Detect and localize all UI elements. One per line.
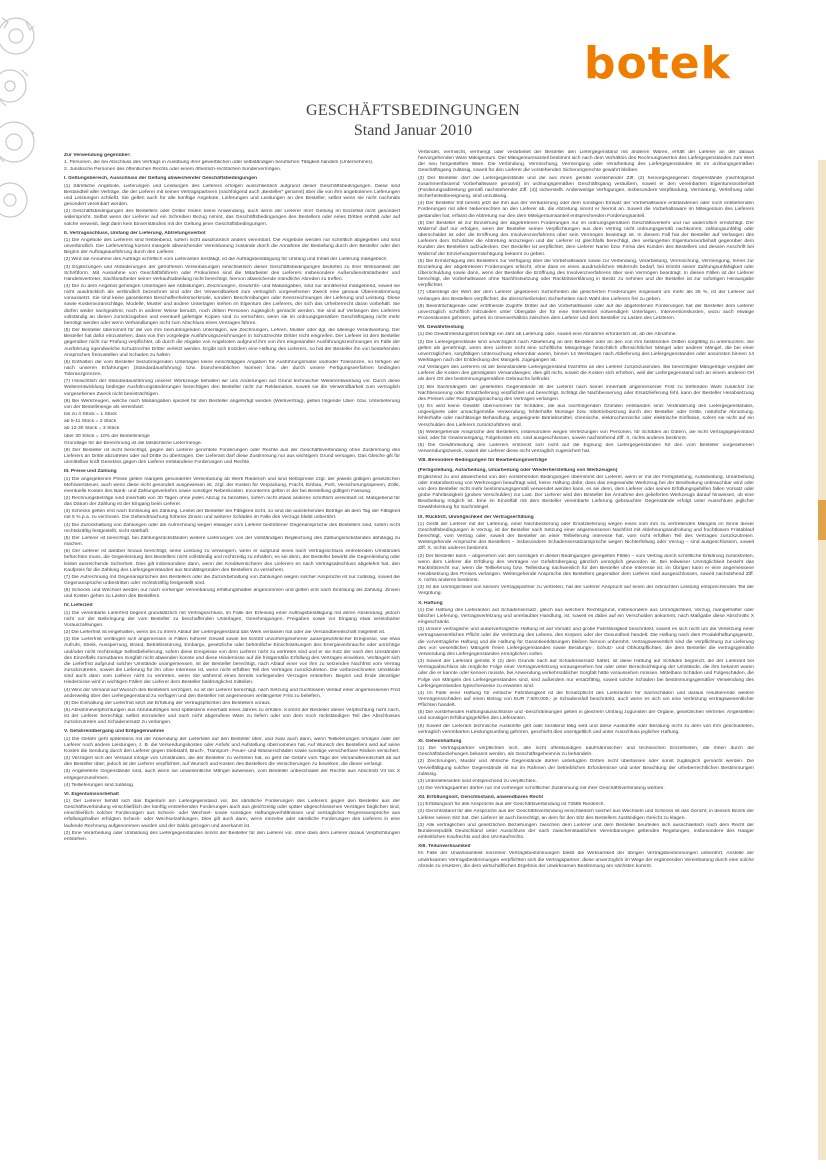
section-heading: X. Haftung [418, 600, 443, 606]
paragraph: (4) Die zu dem Angebot gehörigen Unterlagen wie Abbildungen, Zeichnungen, Gewichts- und Maßangaben, sind nur annähernd maßgebend, soweit sie nicht ausdrücklich als verbindlich bezeichnet sind oder der Verwendbarkeit zum vertraglich vorgesehenen Zweck eine genaue Übereinstimmung voraussetzt. Sie sind keine garantierten Beschaffenheitsmerkmale, sondern Beschreibungen oder Kennzeichnungen der Lieferung und Leistung. Diese sowie Kostenvoranschläge, Modelle, Muster und andere Unterlagen stehen im Eigentum des Lieferers, der sich das Urheberrecht daran vorbehält. Sie dürfen weder nachgeahmt, noch in anderer Weise benutzt, noch dritten Personen zugänglich gemacht werden. Sie sind auf Verlangen des Lieferers vollständig an diesen zurückzugeben und eventuell gefertigte Kopien sind zu vernichten, wenn sie im ordnungsgemäßen Geschäftsgang nicht mehr benötigt werden oder wenn Verhandlungen nicht zum Abschluss eines Vertrages führen. [64, 283, 400, 326]
paragraph: (2) Die Lieferfrist ist eingehalten, wenn bis zu ihrem Ablauf der Liefergegenstand das Werk verlassen hat oder die Versandbereitschaft mitgeteilt ist. [64, 630, 386, 636]
paragraph: (3) Soweit der Lieferant gemäß X (2) dem Grunde nach auf Schadensersatz haftet, ist diese Haftung auf Schäden begrenzt, die der Lieferant bei Vertragsabschluss als mögliche Folge einer Vertragsverletzung vorausgesehen hat oder unter Berücksichtigung der Umstände, die ihm bekannt waren oder die er kannte oder kennen musste, bei Anwendung verkehrsüblicher Sorgfalt hätte voraussehen müssen. Mittelbare Schäden und Folgeschäden, die Folge von Mängeln des Liefergegenstandes sind, sind außerdem nur ersatzfähig, soweit solche Schäden bei bestimmungsgemäßer Verwendung des Liefergegenstandes typischerweise zu erwarten sind. [418, 659, 754, 689]
paragraph: (8) Schecks und Wechsel werden nur nach vorheriger Vereinbarung erfüllungshalber angenommen und gelten erst nach Einlösung als Zahlung. Zinsen und Kosten gehen zu Lasten des Bestellers. [64, 588, 400, 600]
left-text-column [64, 150, 400, 844]
paragraph: bis zu 4 Stück = 1 Stück [64, 412, 117, 418]
section-heading: Zur Verwendung gegenüber: [64, 153, 131, 158]
paragraph: Auf Verlangen des Lieferers ist der beanstandete Liefergegenstand frachtfrei an den Lieferer zurückzusenden. Bei berechtigter Mängelrüge vergütet der Lieferer die Kosten des günstigsten Versandweges; dies gilt nicht, soweit die Kosten sich erhöhen, weil der Liefergegenstand sich an einem anderen Ort als dem Ort des bestimmungsgemäßen Gebrauchs befindet. [418, 365, 754, 383]
right-text-column [418, 150, 754, 871]
paragraph: Verbindet, vermischt, vermengt oder verarbeitet der Besteller den Liefergegenstand mit anderen Waren, erhält der Lieferer an der daraus hervorgehenden Ware Miteigentum. Der Miteigentumsanteil bestimmt sich nach dem Verhältnis des Rechnungswertes des Liefergegenstandes zum Wert der neu hergestellten Ware. Die Verbindung, Vermischung, Vermengung oder Verarbeitung des Liefergegenstandes ist im ordnungsgemäßen Geschäftsgang zulässig, soweit für den Lieferer die vorstehenden Sicherungsrechte gewahrt bleiben. [418, 150, 754, 174]
paragraph: (5) Der Besteller übernimmt für die von ihm beizubringenden Unterlagen, wie Zeichnungen, Lehren, Muster oder dgl. die alleinige Verantwortung. Der Besteller hat dafür einzustehen, dass von ihm vorgelegte Ausführungszeichnungen in Schutzrechte Dritter nicht eingreifen. Der Lieferer ist dem Besteller gegenüber nicht zur Prüfung verpflichtet, ob durch die Abgabe von Angeboten aufgrund ihm von ihm eingesandter Ausführungszeichnungen im Falle der Ausführung irgendwelche Schutzrechte Dritter verletzt werden. Ergibt sich trotzdem eine Haftung des Lieferers, so hat der Besteller ihn von bestehenden Ansprüchen freizustellen und Schaden zu halten. [64, 328, 400, 358]
paragraph: (3) Angelieferte Gegenstände sind, auch wenn sie unwesentliche Mängel aufweisen, vom Besteller unbeschadet der Rechte aus Abschnitt VII bis X entgegenzunehmen. [64, 769, 400, 781]
paragraph: (4) Die Vertragspartner dürfen nur mit vorheriger schriftlicher Zustimmung mit ihrer Geschäftsverbindung werben. [418, 786, 665, 791]
paragraph: (2) Zeichnungen, Muster und ähnliche Gegenstände dürfen unbefugten Dritten nicht überlassen oder sonst zugänglich gemacht werden. Die Vervielfältigung solcher Gegenstände ist nur im Rahmen der betrieblichen Erfordernisse und unter Beachtung der urheberrechtlichen Bestimmungen zulässig. [418, 759, 754, 777]
paragraph: ab 12-30 Stück = 3 Stück [64, 426, 120, 432]
paragraph: (1) Die Haftung des Lieferanten auf Schadensersatz, gleich aus welchem Rechtsgrund, insbesondere aus Unmöglichkeit, Verzug, mangelhafter oder falscher Lieferung, Vertragsverletzung und unerlaubter Handlung, ist, soweit es dabei auf ein Verschulden ankommt, nach Maßgabe diese Abschnitts X eingeschränkt. [418, 607, 754, 626]
paragraph: Im Falle der Unwirksamkeit einzelner Vertragsbestimmungen bleibt die Wirksamkeit der übrigen Vertragsbestimmungen unberührt. Anstelle der unwirksamen Vertragsbestimmungen verpflichten sich die Vertragspartner, diese unverzüglich im Wege der ergänzenden Vereinbarung durch eine solche Abrede zu ersetzen, die dem wirtschaftlichen Ergebnis der unwirksamen Bestimmung am nächsten kommt. [418, 851, 754, 869]
paragraph: (7) Hinsichtlich der Standardausführung unserer Werkzeuge behalten wir uns Änderungen auf Grund technischer Weiterentwicklung vor. Durch diese Weiterentwicklung bedingte Ausführungsänderungen berechtigen den Besteller nicht zur Reklamation, soweit sie die Verwendbarkeit zum vertraglich vorgesehenen Zweck nicht beeinträchtigen. [64, 379, 400, 397]
paragraph: (6) Die Gewährleistung des Lieferers erstreckt sich nicht auf die Eignung des Liefergegenstandes für den vom Besteller vorgesehenen Verwendungszweck, soweit der Lieferer diese nicht vertraglich zugesichert hat. [418, 443, 754, 455]
section-heading: (Fertigstellung, Aufarbeitung, Umarbeitung oder Wiederherstellung von Werkzeugen) [418, 467, 618, 473]
paragraph: (6) Die Ermächtigung des Bestellers zur Verfügung über die Vorbehaltsware sowie zur Verbindung, Verarbeitung, Vermischung, Vermengung, ferner zur Einziehung der abgetretenen Forderungen erlischt, ohne dass es eines ausdrücklichen Widerrufs bedarf, bei Eintritt seiner Zahlungsunfähigkeit oder Überschuldung sowie dann, wenn der Besteller die Eröffnung des Insolvenzverfahrens über sein Vermögen beantragt. In diesen Fällen ist der Lieferer berechtigt, die Vorbehaltsware ohne Nachfristsetzung oder Rücktrittserklärung in Besitz zu nehmen und der Besteller ist zur sofortigen Herausgabe verpflichtet. [418, 258, 754, 289]
paragraph: (1) Die Angebote des Lieferers sind freibleibend, sofern nicht ausdrücklich anders vereinbart. Die Angebote werden nur schriftlich abgegeben und sind unverbindlich. Der Liefervertrag kommt mangels abweichender Vereinbarung zustande durch die Annahme der Bestellung durch den Besteller oder den Beginn der Auftragsausführung durch den Lieferer. [64, 237, 400, 256]
paragraph: (2) Eine Verarbeitung oder Umbildung des Liefergegenstandes nimmt der Besteller für den Lieferer vor, ohne dass dem Lieferer daraus Verpflichtungen entstehen. [64, 830, 400, 842]
paragraph: (3) Ist die Unmöglichkeit von keinem Vertragspartner zu vertreten, hat der Lieferer Anspruch auf einen der erbrachten Leistung entsprechenden Teil der Vergütung. [418, 585, 754, 597]
paragraph: (3) Die Lieferfrist verlängert sich angemessen in Fällen höherer Gewalt sowie bei Eintritt unvorhergesehener außergewöhnlicher Ereignisse, wie etwa Aufruhr, Streik, Aussperrung, Brand, Betriebsstörung, Embargo, gesetzliche oder behördliche Einschränkungen des Energieverbrauchs oder unrichtige und/oder nicht rechtzeitige Selbstbelieferung, sofern diese Ereignisse von dem Lieferer nicht zu vertreten sind und er sie trotz der nach den Umständen des Einzelfalls zumutbaren Sorgfalt nicht abwenden konnte und diese Hindernisse auf die fristgemäße Erfüllung des Vertrages einwirken. Verlängert sich die Lieferfrist aufgrund solcher Umstände unangemessen, ist der Besteller berechtigt, nach Ablauf einer von ihm zu setzenden Nachfrist vom Vertrag zurückzutreten, soweit die Lieferung für ihn ohne Interesse ist, wenn nicht erfüllten Teil des Vertrages zurückzutreten. Die vorbezeichneten Umstände sind auch dann vom Lieferer nicht zu vertreten, wenn Sie während eines bereits vorliegenden Verzuges entstehen. Beginn und Ende derartiger Hindernisse wird in wichtigen Fällen der Lieferer dem Besteller baldmöglichst mitteilen. [64, 637, 400, 686]
paragraph: (2) Die Liefergegenstände sind unverzüglich nach Ablieferung an den Besteller oder an den von ihm bestimmten Dritten sorgfältig zu untersuchen. Sie gelten als genehmigt, wenn dem Lieferer nicht eine schriftliche Mängelrüge hinsichtlich offensichtlicher Mängel oder anderer Mängel, die bei einer unverzüglichen, sorgfältigen Untersuchung erkennbar waren, binnen 14 Werktagen nach Ablieferung des Liefergegenstandes oder ansonsten binnen 14 Werktagen nach der Entdeckung des Mangels, zugegangen ist. [418, 339, 754, 363]
paragraph: 1. Personen, die bei Abschluss des Vertrags in Ausübung ihrer gewerblichen oder selbständigen beruflichen Tätigkeit handeln (Unternehmer). [64, 160, 374, 166]
section-heading: III. Preise und Zahlung [64, 469, 117, 475]
paragraph: (5) Weitergehende Ansprüche des Bestellers, insbesondere wegen Verletzungen von Personen, für Schäden an Gütern, die nicht Vertragsgegenstand sind, oder für Gewinnentgang, Folgekosten etc. sind ausgeschlossen, soweit nachstehend Ziff. X. nichts anderes bestimmt. [418, 429, 754, 441]
paragraph: (6) Der Lieferer ist darüber hinaus berechtigt, seine Leistung zu verweigern, wenn er aufgrund eines nach Vertragsschluss eintretenden Umstandes befürchten muss, die Gegenleistung des Bestellers nicht vollständig und rechtzeitig zu erhalten, es sei denn, der Besteller bewirkt die Gegenleistung oder leistet ausreichende Sicherheit. Dies gilt insbesondere dann, wenn der Kreditversicherer des Lieferers es nach Vertragsabschluss abgelehnt hat, den Kaufpreis für die Zahlung des Liefergegenstandes aus Bonitätsgründen des Bestellers zu versichern. [64, 549, 400, 573]
paragraph: (7) Übersteigt der Wert der dem Lieferer gegebenen Sicherheiten die gesicherten Forderungen insgesamt um mehr als 25 %, ist der Lieferer auf Verlangen des Bestellers verpflichtet, die überschießenden Sicherheiten nach Wahl des Lieferers frei zu geben. [418, 290, 754, 302]
paragraph: (6) Abnahmeverpflichtungen aus Abrufaufträgen sind spätestens innerhalb eines Jahres zu erfüllen. Kommt der Besteller dieser Verpflichtung nicht nach, ist der Lieferer berechtigt, selbst einzuteilen und nach nicht abgerufene Ware zu liefern oder von dem noch rückständigen Teil des Abschlusses zurückzutreten und Schadenersatz zu verlangen. [64, 707, 400, 726]
brand-logo: botek [584, 38, 731, 89]
section-heading: II. Vertragsschluss, Umfang der Lieferung, Abtretungsverbot [64, 230, 206, 236]
paragraph: (3) Alle vertraglichen und gesetzlichen Beziehungen zwischen dem Lieferer und dem Besteller beurteilen sich ausschließlich nach dem Recht der Bundesrepublik Deutschland unter Ausschluss der nach zwischenstaatlichen Vereinbarungen geltenden Regelungen, insbesondere des Haager einheitlichen Kaufrechts und des UN-Kaufrechts. [418, 822, 754, 841]
paragraph: (5) Der Besteller ist zur Einziehung der abgetretenen Forderungen nur im ordnungsgemäßen Geschäftsverkehr und nur widerruflich ermächtigt. Der Widerruf darf nur erfolgen, wenn der Besteller seinen Verpflichtungen aus dem Vertrag nicht ordnungsgemäß nachkommt, zahlungsunfähig oder überschuldet ist oder die Eröffnung des Insolvenzverfahrens über sein Vermögen beantragt ist. In diesem Fall hat der Besteller auf Verlangen des Lieferers dem Schuldner die Abtretung anzuzeigen und der Lieferer ist gleichfalls berechtigt, den verlangerten Eigentumsvorbehalt gegenüber dem Kunden des Bestellers aufzudecken. Der Besteller ist verpflichtet, dem Lieferer Name bzw. Firma des Kunden des Bestellers und dessen Anschrift bei Widerruf der Einziehungsermächtigung bekannt zu geben. [418, 220, 754, 257]
paragraph: (6) Soweit der Lieferant technische Auskünfte gibt oder beratend tätig wird und diese Auskünfte oder Beratung nicht zu dem von ihm geschuldeten, vertraglich vereinbarten Leistungsumfang gehören, geschieht dies unentgeltlich und unter Ausschluss jeglicher Haftung. [418, 723, 754, 735]
paragraph: (1) Sämtliche Angebote, Lieferungen und Leistungen des Lieferers erfolgen ausschließlich aufgrund dieser Geschäftsbedingungen. Diese sind Bestandteil aller Verträge, die der Lieferer mit seinen Vertragspartnern (nachfolgend auch „Besteller“ genannt) über die von ihm angebotenen Lieferungen und Leistungen schließt. Sie gelten auch für alle künftige Angebote, Lieferungen und Leistungen an den Besteller, selbst wenn sie nicht nochmals gesondert vereinbart werden. [64, 183, 400, 208]
paragraph: (3) Ergänzungen und Abänderungen der getroffenen Vereinbarungen einschließlich dieser Geschäftsbedingungen bedürfen zu ihrer Wirksamkeit der Schriftform. Mit Ausnahme von Geschäftsführern oder Prokuristen sind die Mitarbeiter des Lieferers insbesondere Außendienstmitarbeiter und Handelsvertreter, Sachbearbeiter seiner Verkaufsabteilung nicht berechtigt, hiervon abweichende mündliche Abreden zu treffen. [64, 264, 400, 282]
section-heading: IV. Lieferzeit [64, 603, 93, 609]
section-heading: XII. Erfüllungsort, Gerichtsstand, anwendbares Recht [418, 795, 544, 801]
paragraph: (2) Wird die Annahme des Auftrags schriftlich vom Lieferanten bestätigt, ist die Auftragsbestätigung für Umfang und Inhalt der Lieferung maßgeblich. [64, 257, 388, 263]
section-heading: VII. Gewährleistung [418, 325, 464, 331]
section-heading: I. Geltungsbereich, Ausschluss der Geltung abweichender Geschäftsbedingungen [64, 176, 257, 182]
paragraph: (5) Der Lieferer ist berechtigt, bei Zahlungsrückständen weitere Lieferungen von der vollständigen Begleichung des Zahlungsrückstandes abhängig zu machen. [64, 535, 400, 548]
paragraph: (5) Die Einhaltung der Lieferfrist setzt die Erfüllung der Vertragspflichten des Bestellers voraus. [64, 700, 271, 706]
paragraph: (9) Der Besteller ist nicht berechtigt, gegen den Lieferer gerichtete Forderungen oder Rechte aus der Geschäftsverbindung ohne Zustimmung des Lieferers an Dritte abzutreten oder auf Dritte zu übertragen. Der Lieferant darf diese Zustimmung nur aus wichtigem Grund versagen. Das Gleiche gilt für unmittelbar kraft Gesetzes gegen den Lieferer entstandene Forderungen und Rechte. [64, 447, 400, 466]
paragraph: (2) Verzögert sich der Versand infolge von Umständen, die der Besteller zu vertreten hat, so geht die Gefahr vom Tage der Versandbereitschaft ab auf den Besteller über; jedoch ist der Lieferer verpflichtet, auf Wunsch und Kosten des Bestellers die Versicherungen zu bewirken, die dieser verlangt. [64, 756, 400, 768]
page-title: GESCHÄFTSBEDINGUNGEN [305, 102, 520, 119]
paragraph: (3) Schecks gelten erst nach Einlösung als Zahlung. Leistet der Besteller bei Fälligkeit nicht, so sind die ausstehenden Beträge ab dem Tag der Fälligkeit mit 5 % p.a. zu verzinsen. Die Geltendmachung höherer Zinsen und weiterer Schäden im Falle des Verzugs bleibt unberührt. [64, 509, 400, 521]
paragraph: (4) Wird der Versand auf Wunsch des Bestellers verzögert, so ist der Lieferer berechtigt, nach Setzung und fruchtlosem Verlauf einer angemessenen Frist anderweitig über den Liefergegenstand zu verfügen und den Besteller mit angemessen verlängerter Frist zu beliefern. [64, 687, 400, 699]
paragraph: Ergänzend zu und abweichend von den vorstehenden Bedingungen übernimmt der Lieferer, wenn er mit der Fertigstellung, Aufarbeitung, Umarbeitung oder Instandsetzung von Werkzeugen beauftragt wird, keine Haftung dafür, dass das eingesandte Werkzeug bei der Bearbeitung unbrauchbar wird oder von dem Besteller nicht mehr bestimmungsgemäß verwendet werden kann, es sei denn, dem Lieferer oder seinen Erfüllungsgehilfen fallen Vorsatz oder grobe Fahrlässigkeit (grobes Verschulden) zur Last. Der Lieferer wird den Besteller bei Annahme des gelieferten Werkzeugs darauf hinweisen, ob eine Bearbeitung möglich ist. Eine im Einzelfall mit dem Besteller vereinbarte Lieferung gebrauchter Gegenstände erfolgt unter Ausschluss jeglicher Gewährleistung für Sachmängel. [418, 474, 754, 511]
section-heading: IX. Rücktritt, Unmöglichkeit der Vertragserfüllung [418, 514, 534, 520]
paragraph: (1) Die Gefahr geht spätestens mit der Absendung der Lieferteile auf den Besteller über, und zwar auch dann, wenn Teillieferungen erfolgen oder der Lieferer noch andere Leistungen, z. B. die Versendungskosten oder Anfuhr und Aufstellung übernommen hat. Auf Wunsch des Bestellers wird auf seine Kosten die Sendung durch den Lieferer gegen Diebstahl, Bruch-, Transport-, Feuer- und Wasserschäden sowie sonstige versicherbare Risiken versichert. [64, 736, 400, 754]
section-heading: XI. Geheimhaltung [418, 738, 462, 744]
paragraph: (1) Die vereinbarte Lieferfrist beginnt grundsätzlich mit Vertragsschluss, im Falle der Erteilung einer Auftragsbestätigung mit deren Absendung, jedoch nicht vor der Beibringung der vom Besteller zu beschaffenden Unterlagen, Genehmigungen, Freigaben sowie vor Eingang etwa vereinbarter Vorauszahlungen. [64, 610, 400, 628]
paragraph: (4) Teillieferungen sind zulässig. [64, 782, 135, 788]
paragraph: (3) Bei Sachmängeln der gelieferten Gegenstände ist der Lieferer nach seiner innerhalb angemessener Frist zu treffenden Wahl zunächst zur Nachbesserung oder Ersatzlieferung verpflichtet und berechtigt. Schlägt die Nachbesserung oder Ersatzlieferung fehl, kann der Besteller Herabsetzung des Preises oder Rückgängigmachung des Vertrages verlangen. [418, 384, 754, 402]
side-tab-strip [818, 160, 826, 1160]
paragraph: (4) Es wird keine Gewähr übernommen für Schäden, die aus nachfolgenden Gründen entstanden sind: Veränderung des Liefergegenstandes, ungeeignete oder unsachgemäße Verwendung, fehlerhafte Montage bzw. Inbetriebsetzung durch den Besteller oder Dritte, natürliche Abnutzung, fehlerhafte oder nachlässige Behandlung, ungeeignete Betriebsmittel, chemische, elektrochemische oder elektrische Einflüsse, sofern sie nicht auf ein Verschulden des Lieferers zurückzuführen sind. [418, 404, 754, 428]
paragraph: (8) Bei Werkzeugen, welche nach Maßangaben speziell für den Besteller angefertigt werden (Werkvertrag), gelten folgende Über- bzw. Unterlieferung von der Bestellmenge als vereinbart: [64, 398, 400, 410]
paragraph: (4) Im Falle einer Haftung für einfache Fahrlässigkeit ist die Ersatzpflicht des Lieferanten für Sachschäden und daraus resultierende weitere Vermögensschäden auf einen Betrag von EUR 7.500.000,- je Schadensfall beschränkt, auch wenn es sich um eine Verletzung vertragswesentlicher Pflichten handelt. [418, 690, 754, 709]
paragraph: (4) Die Zurückhaltung von Zahlungen oder die Aufrechnung wegen etwaiger vom Lieferer bestrittener Gegenansprüche des Bestellers sind, sofern nicht rechtskräftig festgestellt, nicht statthaft. [64, 522, 400, 534]
paragraph: (1) Die Vertragspartner verpflichten sich, alle nicht offenkundigen kaufmännischen und technischen Einzelheiten, die ihnen durch die Geschäftsbeziehungen bekannt werden, als Geschäftsgeheimnis zu behandeln. [418, 746, 754, 758]
saw-blade-illustration [0, 0, 46, 240]
paragraph: (4) Der Besteller tritt bereits jetzt die ihm aus der Veräußerung oder dem sonstigen Einsatz der Vorbehaltsware entstandenen oder noch entstehenden Forderungen mit allen Nebenrechten an den Lieferer ab, die Abtretung nimmt er hiermit an. Soweit die Vorbehaltsware im Miteigentum des Lieferers gestanden hat, erfasst die Abtretung nur den dem Miteigentumsanteil entsprechenden Forderungsanteil. [418, 201, 754, 219]
paragraph: (2) Der Besteller kann – abgesehen von den sonstigen in diesen Bedingungen geregelten Fällen – vom Vertrag durch schriftliche Erklärung zurücktreten, wenn dem Lieferer die Erfüllung des Vertrages vor Gefahrübergang gänzlich unmöglich geworden ist. Bei teilweiser Unmöglichkeit besteht das Rücktrittsrecht nur, wenn die Teillieferung bzw. Teilleistung nachweislich für den Besteller ohne Interesse ist; im Übrigen kann er eine angemessene Herabsetzung des Preises verlangen. Weitergehende Ansprüche des Bestellers gegenüber dem Lieferer sind ausgeschlossen, soweit nachstehend Ziff. X. nichts anderes bestimmt. [418, 553, 754, 584]
paragraph: (8) Beeinträchtigende oder eröffnende Zugriffe Dritter auf die Vorbehaltsware oder auf die abgetretenen Forderungen hat der Besteller dem Lieferer unverzüglich schriftlich mitzuteilen unter Übergabe der für eine Intervention notwendigen Unterlagen. Interventionskosten, wozu auch etwaige Prozesskosten gehören, gehen im Innenverhältnis zwischen dem Lieferer und dem Besteller zu Lasten des Letzteren. [418, 303, 754, 322]
paragraph: (1) Die angegebenen Preise gelten mangels gesonderter Vereinbarung ab Werk Riederich und sind Nettopreise zzgl. der jeweils gültigen gesetzlichen Mehrwertsteuer, auch wenn diese nicht gesondert ausgewiesen ist, zzgl. der Kosten für Verpackung, Fracht, Einbau, Porti, Versicherungsspesen, Zölle, eventuelle Kosten des Bank- und Zahlungsverkehrs sowie sonstiger Nebenkosten. Inconterms gelten in der bei Bestellung gültigen Fassung. [64, 476, 400, 494]
paragraph: (1) Der Lieferer behält sich das Eigentum am Liefergegenstand vor, bis sämtliche Forderungen des Lieferers gegen den Besteller aus der Geschäftsverbindung einschließlich der künftig entstehenden Forderungen auch aus gleichzeitig oder später abgeschlossenen Verträgen beglichen sind, einschließlich solcher Forderungen aus Scheck- oder Wechsel- sowie sonstigen Haftungsverhältnissen und vertraglicher Regressansprüche aus erfüllungshalber erfolgten Scheck- oder Wechselzahlungen. Dies gilt auch dann, wenn einzelne oder sämtliche Forderungen des Lieferers in eine laufende Rechnung aufgenommen wurden und der Saldo gezogen und anerkannt ist. [64, 799, 400, 829]
section-heading: XIII. Teilunwirksamkeit [418, 844, 471, 850]
paragraph: (2) Unsere vertragliche und außervertragliche Haftung ist auf Vorsatz und grobe Fahrlässigkeit beschränkt, soweit es sich nicht um die Verletzung einer vertragswesentlichen Pflicht oder die Verletzung des Lebens, des Körpers oder der Gesundheit handelt. Die Haftung nach dem Produkthaftungsgesetz, die vorvertragliche Haftung und die Haftung für Garantieerklärungen bleiben hiervon unberührt. Vertragswesentlich sind die Verpflichtung zur Lieferung des von wesentlichen Mängeln freien Liefergegenstandes sowie Beratungs-, Schutz- und Obhutspflichten, die dem Besteller die vertragsgemäße Verwendung des Liefergegenstandes ermöglichen sollen. [418, 627, 754, 657]
paragraph: (1) Erfüllungsort für alle Ansprüche aus der Geschäftsverbindung ist 72585 Riederich. [418, 802, 605, 808]
section-heading: VI. Eigentumsvorbehalt [64, 791, 119, 797]
paragraph: ab 5-11 Stück = 2 Stück [64, 419, 117, 425]
paragraph: (3) Der Besteller darf die Liefergegenstände und die aus ihnen gemäß vorstehender Ziff. (2) hervorgegangenen Gegenstände (nachfolgend zusammenfassend Vorbehaltsware genannt) im ordnungsgemäßen Geschäftsgang veräußern, soweit er den vereinbarten Eigentumsvorbehalt (Forderungsabtretung gemäß nachstehender Ziff. (4)) sicherstellt. Anderweitige Verfügungen, insbesondere Verpfändung, Vermietung, Verleihung oder Sicherheitsübereignung, sind unzulässig. [418, 175, 754, 200]
paragraph: (2) Geschäftsbedingungen des Bestellers oder Dritter finden keine Anwendung, auch wenn der Lieferer ihrer Geltung im Einzelfall nicht gesondert widerspricht. Selbst wenn der Lieferer auf ein Schreiben Bezug nimmt, das Geschäftsbedingungen des Bestellers oder eines Dritten enthält oder auf solche verweist, liegt darin kein Einverständnis mit der Geltung jener Geschäftsbedingungen. [64, 209, 400, 227]
paragraph: (2) Gerichtsstand für alle Ansprüche aus der Geschäftsverbindung einschließlich solcher aus Wechseln und Schecks ist das Gericht, in dessen Bezirk der Lieferer seinen Sitz hat. Der Lieferer ist auch berechtigt, an dem für den Sitz des Bestellers zuständigen Gericht zu klagen. [418, 809, 754, 821]
paragraph: über 30 Stück = 10% der Bestellmenge [64, 433, 150, 439]
paragraph: (2) Rechnungsbeträge sind innerhalb von 30 Tagen ohne jeden Abzug zu bezahlen, sofern nicht etwas anderes schriftlich vereinbart ist. Maßgebend für das Datum der Zahlung ist der Eingang beim Lieferer. [64, 495, 400, 508]
paragraph: (6) Enthalten die vom Besteller beizubringenden Unterlagen keine einschlägigen Angaben für Ausführungsmaße und/oder Toleranzen, so fertigen wir nach unseren Erfahrungen (Standardausführung) bzw. branchenüblichen Normen bzw. der durch unsere Fertigungsverfahren bedingten Toleranzgrenzen. [64, 359, 400, 378]
paragraph: (3) Unterlieferanten sind entsprechend zu verpflichten. [418, 778, 537, 784]
paragraph: Grundlage für die Berechnung ist die tatsächliche Liefermenge. [64, 440, 203, 446]
paragraph: (1) Die Gewährleistungsfrist beträgt ein Jahr ab Lieferung oder, soweit eine Abnahme erforderlich ist, ab der Abnahme. [418, 332, 677, 338]
section-heading: VIII. Besondere Bedingungen für Bearbeitungsverträge [418, 458, 547, 464]
section-heading: V. Gefahrenübergang und Entgegennahme [64, 729, 164, 735]
paragraph: 2. Juristische Personen des öffentlichen Rechts oder einem öffentlich-rechtlichen Sondervermögen. [64, 167, 282, 173]
paragraph: (1) Gerät der Lieferer mit der Lieferung, einer Nachbesserung oder Ersatzlieferung wegen eines vom ihm zu vertretenden Mangels im Sinne dieser Geschäftsbedingungen in Verzug, ist der Besteller nach Setzung einer angemessenen Nachfrist mit Ablehnungsandrohung und fruchtlosem Fristablauf berechtigt, vom Vertrag oder, soweit der Besteller an einer Teillieferung interesse hat, vom nicht erfüllten Teil des Vertrages zurückzutreten. Weitergehende Ansprüche des Bestellers – insbesondere Schadensersatzansprüche wegen Nichterfüllung oder Verzug – sind ausgeschlossen, soweit Ziff. X. nichts anderes bestimmt. [418, 521, 754, 552]
page-subtitle: Stand Januar 2010 [353, 122, 473, 139]
paragraph: (5) Die vorstehenden Haftungsausschlüsse und -beschränkungen gelten in gleichem Umfang zugunsten der Organe, gesetzlichen Vertreter, Angestellten und sonstigen Erfüllungsgehilfen des Lieferanten. [418, 710, 754, 722]
paragraph: (7) Die Aufrechnung mit Gegenansprüchen des Bestellers oder die Zurückbehaltung von Zahlungen wegen solcher Ansprüche ist nur zulässig, soweit die Gegenansprüche unbestritten oder rechtskräftig festgestellt sind. [64, 574, 400, 586]
side-tab-marker [818, 500, 826, 540]
